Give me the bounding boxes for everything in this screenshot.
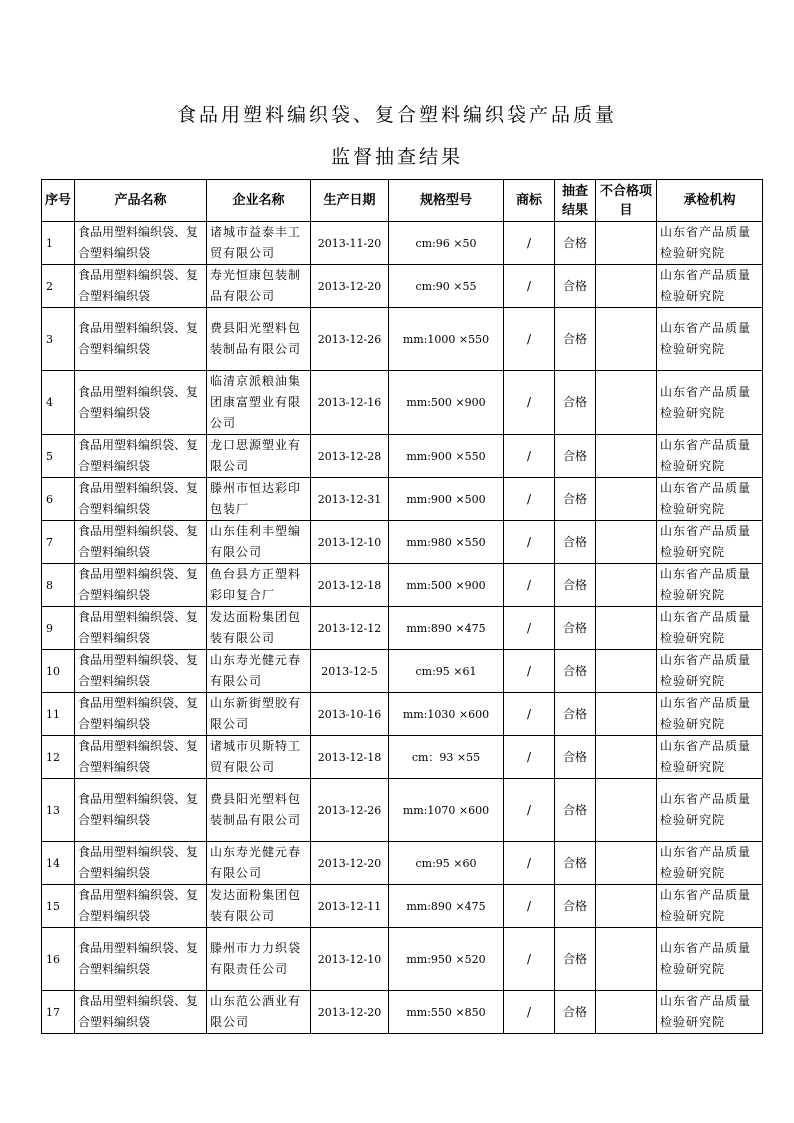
specification: mm:900 ×500 [389,478,504,521]
defect-items [596,779,657,842]
table-row [42,371,763,435]
product-name: 食品用塑料编织袋、复合塑料编织袋 [75,885,207,928]
specification: mm:500 ×900 [389,564,504,607]
col-header-result: 抽查结果 [555,180,596,222]
enterprise-name: 临清京派粮油集团康富塑业有限公司 [207,371,311,435]
table-row [42,521,763,564]
brand: / [504,991,555,1034]
row-number: 5 [42,435,75,478]
table-row [42,478,763,521]
table-row [42,693,763,736]
inspection-agency: 山东省产品质量检验研究院 [657,928,763,991]
defect-items [596,435,657,478]
brand: / [504,478,555,521]
production-date: 2013-12-18 [311,564,389,607]
specification: cm:95 ×61 [389,650,504,693]
enterprise-name: 滕州市恒达彩印包装厂 [207,478,311,521]
production-date: 2013-12-18 [311,736,389,779]
product-name: 食品用塑料编织袋、复合塑料编织袋 [75,308,207,371]
row-number: 6 [42,478,75,521]
row-number: 11 [42,693,75,736]
brand: / [504,521,555,564]
inspection-result: 合格 [555,371,596,435]
brand: / [504,435,555,478]
document-subtitle: 监督抽查结果 [330,146,463,168]
col-header-enterprise: 企业名称 [207,180,311,222]
inspection-result: 合格 [555,222,596,265]
product-name: 食品用塑料编织袋、复合塑料编织袋 [75,842,207,885]
enterprise-name: 山东新街塑胶有限公司 [207,693,311,736]
inspection-agency: 山东省产品质量检验研究院 [657,991,763,1034]
production-date: 2013-12-20 [311,991,389,1034]
defect-items [596,222,657,265]
specification: cm:96 ×50 [389,222,504,265]
inspection-agency: 山东省产品质量检验研究院 [657,265,763,308]
production-date: 2013-12-26 [311,779,389,842]
production-date: 2013-12-20 [311,842,389,885]
product-name: 食品用塑料编织袋、复合塑料编织袋 [75,650,207,693]
enterprise-name: 山东寿光健元春有限公司 [207,650,311,693]
row-number: 13 [42,779,75,842]
production-date: 2013-10-16 [311,693,389,736]
row-number: 12 [42,736,75,779]
defect-items [596,650,657,693]
row-number: 8 [42,564,75,607]
table-row [42,885,763,928]
inspection-agency: 山东省产品质量检验研究院 [657,222,763,265]
col-header-defect: 不合格项目 [596,180,657,222]
row-number: 4 [42,371,75,435]
header-row [42,180,763,222]
production-date: 2013-12-16 [311,371,389,435]
table-row [42,607,763,650]
col-header-agency: 承检机构 [657,180,763,222]
inspection-agency: 山东省产品质量检验研究院 [657,564,763,607]
brand: / [504,885,555,928]
brand: / [504,842,555,885]
brand: / [504,928,555,991]
enterprise-name: 龙口思源塑业有限公司 [207,435,311,478]
specification: cm：93 ×55 [389,736,504,779]
inspection-result: 合格 [555,265,596,308]
production-date: 2013-12-12 [311,607,389,650]
defect-items [596,885,657,928]
specification: cm:95 ×60 [389,842,504,885]
col-header-brand: 商标 [504,180,555,222]
inspection-result: 合格 [555,885,596,928]
product-name: 食品用塑料编织袋、复合塑料编织袋 [75,265,207,308]
defect-items [596,265,657,308]
enterprise-name: 诸城市益泰丰工贸有限公司 [207,222,311,265]
enterprise-name: 山东佳利丰塑编有限公司 [207,521,311,564]
inspection-agency: 山东省产品质量检验研究院 [657,736,763,779]
row-number: 17 [42,991,75,1034]
product-name: 食品用塑料编织袋、复合塑料编织袋 [75,222,207,265]
inspection-agency: 山东省产品质量检验研究院 [657,371,763,435]
table-row [42,435,763,478]
inspection-agency: 山东省产品质量检验研究院 [657,779,763,842]
inspection-result: 合格 [555,564,596,607]
specification: mm:980 ×550 [389,521,504,564]
product-name: 食品用塑料编织袋、复合塑料编织袋 [75,435,207,478]
row-number: 2 [42,265,75,308]
inspection-result: 合格 [555,650,596,693]
enterprise-name: 山东范公酒业有限公司 [207,991,311,1034]
inspection-agency: 山东省产品质量检验研究院 [657,693,763,736]
row-number: 7 [42,521,75,564]
inspection-result: 合格 [555,435,596,478]
product-name: 食品用塑料编织袋、复合塑料编织袋 [75,371,207,435]
brand: / [504,650,555,693]
specification: mm:890 ×475 [389,607,504,650]
inspection-result: 合格 [555,736,596,779]
defect-items [596,478,657,521]
inspection-result: 合格 [555,842,596,885]
product-name: 食品用塑料编织袋、复合塑料编织袋 [75,736,207,779]
col-header-no: 序号 [42,180,75,222]
col-header-spec: 规格型号 [389,180,504,222]
inspection-agency: 山东省产品质量检验研究院 [657,435,763,478]
table-row [42,564,763,607]
specification: mm:1070 ×600 [389,779,504,842]
defect-items [596,736,657,779]
inspection-agency: 山东省产品质量检验研究院 [657,885,763,928]
brand: / [504,607,555,650]
inspection-agency: 山东省产品质量检验研究院 [657,478,763,521]
col-header-date: 生产日期 [311,180,389,222]
table-row [42,650,763,693]
product-name: 食品用塑料编织袋、复合塑料编织袋 [75,991,207,1034]
table-row [42,222,763,265]
table-row [42,779,763,842]
enterprise-name: 发达面粉集团包装有限公司 [207,607,311,650]
inspection-result: 合格 [555,478,596,521]
enterprise-name: 鱼台县方正塑料彩印复合厂 [207,564,311,607]
specification: mm:900 ×550 [389,435,504,478]
product-name: 食品用塑料编织袋、复合塑料编织袋 [75,478,207,521]
inspection-agency: 山东省产品质量检验研究院 [657,607,763,650]
enterprise-name: 诸城市贝斯特工贸有限公司 [207,736,311,779]
col-header-product: 产品名称 [75,180,207,222]
specification: mm:1000 ×550 [389,308,504,371]
production-date: 2013-12-26 [311,308,389,371]
inspection-result: 合格 [555,308,596,371]
row-number: 9 [42,607,75,650]
product-name: 食品用塑料编织袋、复合塑料编织袋 [75,607,207,650]
enterprise-name: 滕州市力力织袋有限责任公司 [207,928,311,991]
production-date: 2013-12-31 [311,478,389,521]
product-name: 食品用塑料编织袋、复合塑料编织袋 [75,564,207,607]
production-date: 2013-12-10 [311,521,389,564]
defect-items [596,693,657,736]
brand: / [504,564,555,607]
table-row [42,308,763,371]
defect-items [596,308,657,371]
inspection-result: 合格 [555,693,596,736]
production-date: 2013-11-20 [311,222,389,265]
brand: / [504,308,555,371]
brand: / [504,265,555,308]
product-name: 食品用塑料编织袋、复合塑料编织袋 [75,693,207,736]
brand: / [504,736,555,779]
brand: / [504,371,555,435]
row-number: 15 [42,885,75,928]
specification: mm:890 ×475 [389,885,504,928]
row-number: 1 [42,222,75,265]
inspection-agency: 山东省产品质量检验研究院 [657,308,763,371]
table-row [42,842,763,885]
inspection-result: 合格 [555,928,596,991]
row-number: 10 [42,650,75,693]
row-number: 16 [42,928,75,991]
row-number: 14 [42,842,75,885]
defect-items [596,991,657,1034]
inspection-result: 合格 [555,779,596,842]
product-name: 食品用塑料编织袋、复合塑料编织袋 [75,521,207,564]
brand: / [504,779,555,842]
specification: mm:500 ×900 [389,371,504,435]
production-date: 2013-12-10 [311,928,389,991]
defect-items [596,371,657,435]
inspection-agency: 山东省产品质量检验研究院 [657,842,763,885]
defect-items [596,521,657,564]
production-date: 2013-12-11 [311,885,389,928]
defect-items [596,564,657,607]
brand: / [504,693,555,736]
table-row [42,736,763,779]
row-number: 3 [42,308,75,371]
production-date: 2013-12-28 [311,435,389,478]
document-title: 食品用塑料编织袋、复合塑料编织袋产品质量 [176,104,617,126]
product-name: 食品用塑料编织袋、复合塑料编织袋 [75,779,207,842]
enterprise-name: 发达面粉集团包装有限公司 [207,885,311,928]
enterprise-name: 费县阳光塑料包装制品有限公司 [207,779,311,842]
inspection-result: 合格 [555,991,596,1034]
inspection-agency: 山东省产品质量检验研究院 [657,521,763,564]
inspection-result: 合格 [555,607,596,650]
inspection-result: 合格 [555,521,596,564]
defect-items [596,928,657,991]
enterprise-name: 费县阳光塑料包装制品有限公司 [207,308,311,371]
production-date: 2013-12-5 [311,650,389,693]
product-name: 食品用塑料编织袋、复合塑料编织袋 [75,928,207,991]
production-date: 2013-12-20 [311,265,389,308]
specification: mm:550 ×850 [389,991,504,1034]
specification: mm:950 ×520 [389,928,504,991]
defect-items [596,842,657,885]
table-row [42,265,763,308]
brand: / [504,222,555,265]
inspection-agency: 山东省产品质量检验研究院 [657,650,763,693]
results-table [41,179,763,1034]
enterprise-name: 寿光恒康包装制品有限公司 [207,265,311,308]
specification: cm:90 ×55 [389,265,504,308]
specification: mm:1030 ×600 [389,693,504,736]
enterprise-name: 山东寿光健元春有限公司 [207,842,311,885]
table-row [42,991,763,1034]
table-row [42,928,763,991]
defect-items [596,607,657,650]
